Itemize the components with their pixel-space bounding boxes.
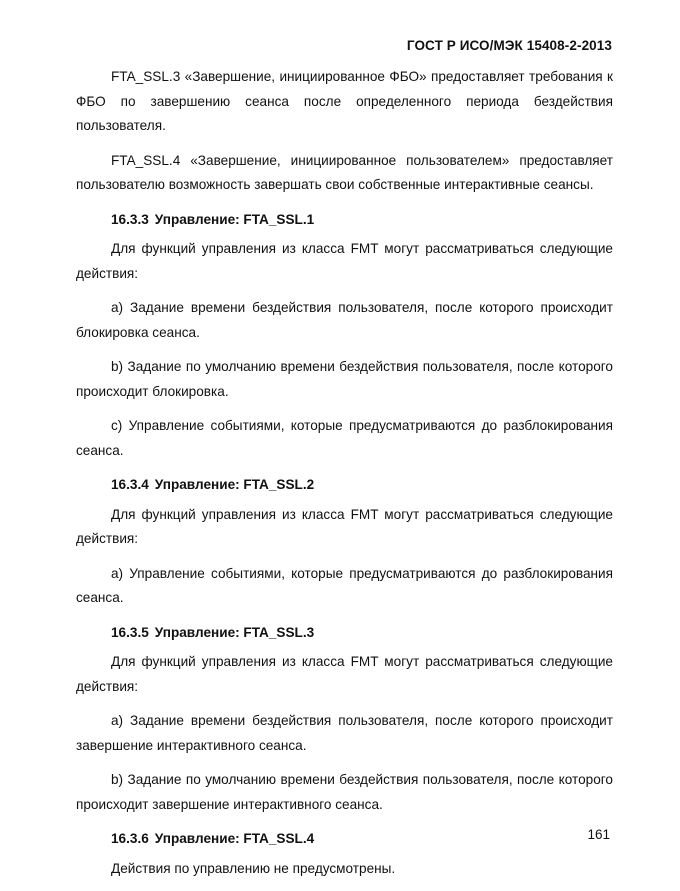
list-item: b) Задание по умолчанию времени бездействия пользователя, после которого происходит блокировка.	[76, 359, 613, 399]
paragraph: Действия по управлению не предусмотрены.	[111, 860, 396, 876]
paragraph: Для функций управления из класса FMT могут рассматриваться следующие действия:	[76, 654, 613, 694]
section-heading-16-3-5: 16.3.5 Управление: FTA_SSL.3	[111, 624, 315, 640]
page-number: 161	[587, 827, 610, 842]
paragraph: FTA_SSL.3 «Завершение, инициированное ФБО» предоставляет требования к ФБО по завершению сеанса после определенного периода бездействия пользователя.	[76, 69, 613, 133]
document-body	[76, 65, 613, 891]
paragraph: Для функций управления из класса FMT могут рассматриваться следующие действия:	[76, 506, 613, 546]
paragraph: Для функций управления из класса FMT могут рассматриваться следующие действия:	[76, 241, 613, 281]
list-item: а) Управление событиями, которые предусматриваются до разблокирования сеанса.	[76, 565, 613, 605]
section-heading-16-3-4: 16.3.4 Управление: FTA_SSL.2	[111, 477, 315, 492]
standard-header: ГОСТ Р ИСО/МЭК 15408-2-2013	[406, 38, 612, 53]
section-heading-16-3-6: 16.3.6 Управление: FTA_SSL.4	[111, 831, 315, 846]
list-item: с) Управление событиями, которые предусматриваются до разблокирования сеанса.	[76, 418, 613, 458]
section-heading-16-3-3: 16.3.3 Управление: FTA_SSL.1	[111, 211, 315, 227]
list-item: b) Задание по умолчанию времени бездействия пользователя, после которого происходит завершение интерактивного сеанса.	[76, 772, 613, 812]
paragraph: FTA_SSL.4 «Завершение, инициированное пользователем» предоставляет пользователю возможность завершать свои собственные интерактивные сеансы.	[76, 152, 613, 192]
list-item: а) Задание времени бездействия пользователя, после которого происходит блокировка сеанса.	[76, 300, 613, 340]
list-item: а) Задание времени бездействия пользователя, после которого происходит завершение интерактивного сеанса.	[76, 713, 613, 753]
